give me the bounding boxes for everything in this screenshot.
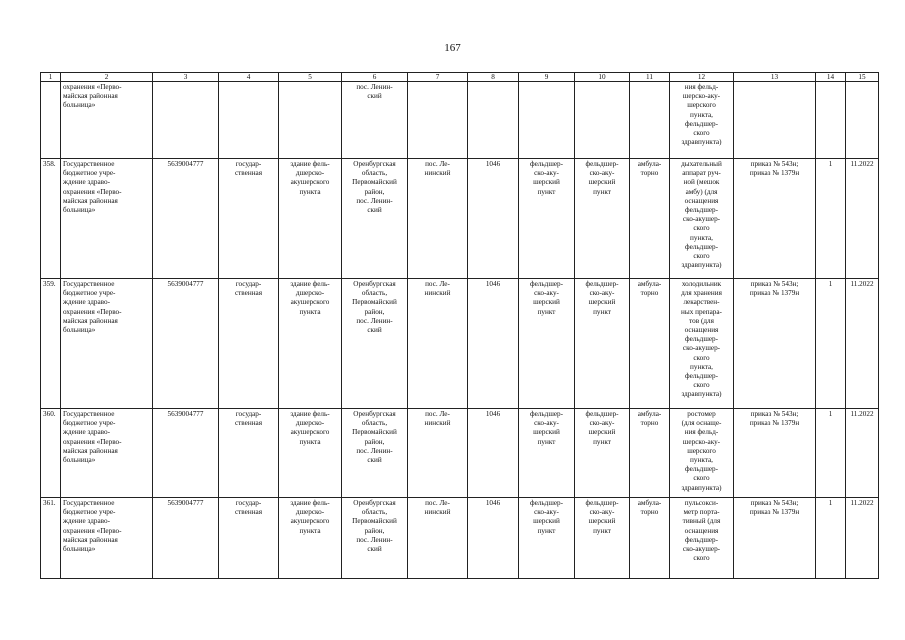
code-cell: 1046 [468, 279, 519, 409]
equipment-cell: ростомер (для оснаще- ния фельд- шерско-аку- шерского пункта, фельдшер- ского здравпункта) [670, 409, 734, 498]
qty-cell: 1 [816, 498, 846, 579]
table-row-continuation [41, 82, 879, 159]
registry-table [40, 72, 879, 579]
org-cell: Государственное бюджетное учре- ждение здраво- охранения «Перво- майская районная больница» [61, 498, 153, 579]
header-cell: 8 [468, 73, 519, 82]
type2-cell: фельдшер- ско-аку- шерский пункт [575, 159, 630, 279]
page-number: 167 [444, 42, 461, 54]
header-cell: 9 [519, 73, 575, 82]
date-cell: 11.2022 [846, 279, 879, 409]
order-cell: приказ № 543н; приказ № 1379н [734, 279, 816, 409]
table-row [41, 409, 879, 498]
row-number-cell: 358. [41, 159, 61, 279]
ownership-cell: государ- ственная [219, 498, 279, 579]
qty-cell: 1 [816, 409, 846, 498]
header-cell: 12 [670, 73, 734, 82]
ownership-cell: государ- ственная [219, 279, 279, 409]
address-cell: Оренбургская область, Первомайский район, пос. Ленин- ский [342, 498, 408, 579]
header-cell: 5 [279, 73, 342, 82]
order-cell: приказ № 543н; приказ № 1379н [734, 409, 816, 498]
order-cell: приказ № 543н; приказ № 1379н [734, 159, 816, 279]
org-cell: Государственное бюджетное учре- ждение здраво- охранения «Перво- майская районная больница» [61, 159, 153, 279]
address-cell: Оренбургская область, Первомайский район, пос. Ленин- ский [342, 409, 408, 498]
header-cell: 3 [153, 73, 219, 82]
address-cell: Оренбургская область, Первомайский район, пос. Ленин- ский [342, 159, 408, 279]
equipment-cell: дыхательный аппарат руч- ной (мешок амбу) (для оснащения фельдшер- ско-акушер- ского пункта, фельдшер- ского здравпункта) [670, 159, 734, 279]
org-cell: Государственное бюджетное учре- ждение здраво- охранения «Перво- майская районная больница» [61, 279, 153, 409]
header-cell: 15 [846, 73, 879, 82]
inn-cell: 5639004777 [153, 409, 219, 498]
building-cell: здание фель- дшерско- акушерского пункта [279, 409, 342, 498]
qty-cell: 1 [816, 159, 846, 279]
type2-cell: фельдшер- ско-аку- шерский пункт [575, 498, 630, 579]
qty-cell: 1 [816, 279, 846, 409]
table-row [41, 279, 879, 409]
row-number-cell: 361. [41, 498, 61, 579]
date-cell: 11.2022 [846, 409, 879, 498]
type2-cell: фельдшер- ско-аку- шерский пункт [575, 409, 630, 498]
table-row [41, 159, 879, 279]
inn-cell: 5639004777 [153, 279, 219, 409]
code-cell: 1046 [468, 159, 519, 279]
address-cell: Оренбургская область, Первомайский район, пос. Ленин- ский [342, 279, 408, 409]
address-cell: пос. Ленин- ский [342, 82, 408, 159]
row-number-cell: 360. [41, 409, 61, 498]
type-cell: фельдшер- ско-аку- шерский пункт [519, 498, 575, 579]
ownership-cell: государ- ственная [219, 409, 279, 498]
header-cell: 6 [342, 73, 408, 82]
type-cell: фельдшер- ско-аку- шерский пункт [519, 279, 575, 409]
column-number-row [41, 73, 879, 82]
table-row [41, 498, 879, 579]
header-cell: 1 [41, 73, 61, 82]
type2-cell: фельдшер- ско-аку- шерский пункт [575, 279, 630, 409]
code-cell: 1046 [468, 498, 519, 579]
equipment-cell: холодильник для хранения лекарствен- ных препара- тов (для оснащения фельдшер- ско-акушер- ского пункта, фельдшер- ского здравпункта) [670, 279, 734, 409]
header-cell: 14 [816, 73, 846, 82]
date-cell: 11.2022 [846, 498, 879, 579]
ownership-cell: государ- ственная [219, 159, 279, 279]
settlement-cell: пос. Ле- нинский [408, 279, 468, 409]
care-cell: амбула- торно [630, 498, 670, 579]
care-cell: амбула- торно [630, 279, 670, 409]
header-cell: 13 [734, 73, 816, 82]
type-cell: фельдшер- ско-аку- шерский пункт [519, 159, 575, 279]
equipment-cell: ния фельд- шерско-аку- шерского пункта, фельдшер- ского здравпункта) [670, 82, 734, 159]
row-number-cell: 359. [41, 279, 61, 409]
care-cell: амбула- торно [630, 159, 670, 279]
header-cell: 2 [61, 73, 153, 82]
inn-cell: 5639004777 [153, 498, 219, 579]
equipment-cell: пульсокси- метр порта- тивный (для оснащения фельдшер- ско-акушер- ского [670, 498, 734, 579]
care-cell: амбула- торно [630, 409, 670, 498]
building-cell: здание фель- дшерско- акушерского пункта [279, 498, 342, 579]
type-cell: фельдшер- ско-аку- шерский пункт [519, 409, 575, 498]
header-cell: 4 [219, 73, 279, 82]
building-cell: здание фель- дшерско- акушерского пункта [279, 159, 342, 279]
org-cell: Государственное бюджетное учре- ждение здраво- охранения «Перво- майская районная больница» [61, 409, 153, 498]
settlement-cell: пос. Ле- нинский [408, 159, 468, 279]
settlement-cell: пос. Ле- нинский [408, 409, 468, 498]
header-cell: 11 [630, 73, 670, 82]
header-cell: 10 [575, 73, 630, 82]
inn-cell: 5639004777 [153, 159, 219, 279]
date-cell: 11.2022 [846, 159, 879, 279]
header-cell: 7 [408, 73, 468, 82]
org-cell: охранения «Перво- майская районная больница» [61, 82, 153, 159]
order-cell: приказ № 543н; приказ № 1379н [734, 498, 816, 579]
building-cell: здание фель- дшерско- акушерского пункта [279, 279, 342, 409]
settlement-cell: пос. Ле- нинский [408, 498, 468, 579]
code-cell: 1046 [468, 409, 519, 498]
